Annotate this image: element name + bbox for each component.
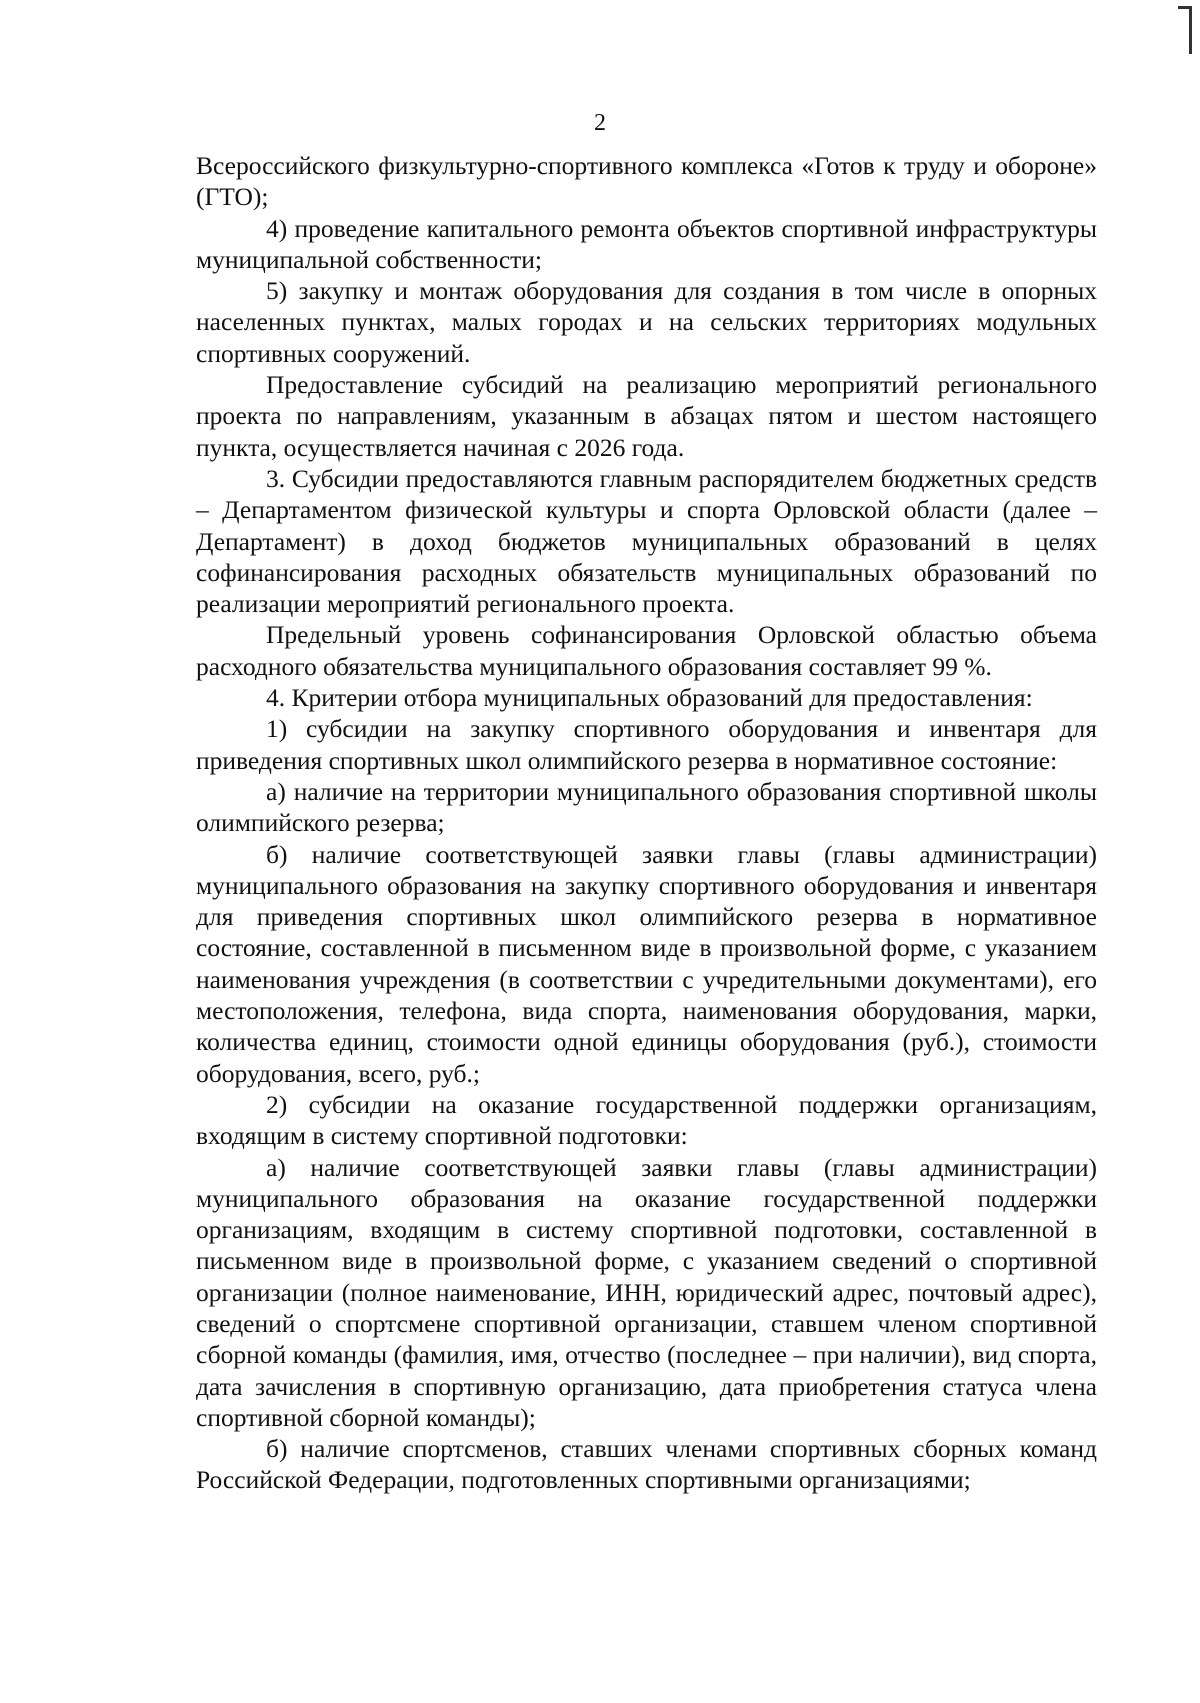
paragraph-cofinancing-level: Предельный уровень софинансирования Орловской областью объема расходного обязательства муниципального образования составляет 99 %. bbox=[196, 620, 1097, 681]
paragraph-criteria-1: 1) субсидии на закупку спортивного оборудования и инвентаря для приведения спортивных школ олимпийского резерва в нормативное состояние: bbox=[196, 714, 1097, 775]
scan-corner-mark-top bbox=[1178, 6, 1192, 9]
paragraph-clause-4: 4. Критерии отбора муниципальных образований для предоставления: bbox=[266, 683, 1033, 713]
paragraph-clause-3: 3. Субсидии предоставляются главным распорядителем бюджетных средств – Департаментом физической культуры и спорта Орловской области (далее – Департамент) в доход бюджетов муниципальных образований в целях софинансирования расходных обязательств муниципальных образований по реализации мероприятий регионального проекта. bbox=[196, 463, 1097, 619]
paragraph-item-4: 4) проведение капитального ремонта объектов спортивной инфраструктуры муниципальной собственности; bbox=[196, 213, 1097, 274]
paragraph-item-5: 5) закупку и монтаж оборудования для создания в том числе в опорных населенных пунктах, малых городах и на сельских территориях модульных спортивных сооружений. bbox=[196, 276, 1097, 368]
paragraph-criteria-2: 2) субсидии на оказание государственной поддержки организациям, входящим в систему спортивной подготовки: bbox=[196, 1089, 1097, 1151]
paragraph-subsidy-note: Предоставление субсидий на реализацию мероприятий регионального проекта по направлениям, указанным в абзацах пятом и шестом настоящего пункта, осуществляется начиная с 2026 года. bbox=[196, 370, 1097, 462]
paragraph-criteria-1a: а) наличие на территории муниципального образования спортивной школы олимпийского резерва; bbox=[196, 776, 1097, 838]
paragraph-continuation: Всероссийского физкультурно-спортивного комплекса «Готов к труду и обороне» (ГТО); bbox=[196, 151, 1097, 212]
scan-corner-mark bbox=[1189, 6, 1192, 54]
document-body bbox=[196, 150, 1097, 1496]
paragraph-criteria-1b: б) наличие соответствующей заявки главы (главы администрации) муниципального образования на закупку спортивного оборудования и инвентаря для приведения спортивных школ олимпийского резерва в нормативное состояние, составленной в письменном виде в произвольной форме, с указанием наименования учреждения (в соответствии с учредительными документами), его местоположения, телефона, вида спорта, наименования оборудования, марки, количества единиц, стоимости одной единицы оборудования (руб.), стоимости оборудования, всего, руб.; bbox=[196, 839, 1097, 1088]
paragraph-criteria-2b: б) наличие спортсменов, ставших членами спортивных сборных команд Российской Федерации, подготовленных спортивными организациями; bbox=[196, 1434, 1097, 1495]
page-number: 2 bbox=[594, 110, 606, 136]
paragraph-criteria-2a: а) наличие соответствующей заявки главы (главы администрации) муниципального образования на оказание государственной поддержки организациям, входящим в систему спортивной подготовки, составленной в письменном виде в произвольной форме, с указанием сведений о спортивной организации (полное наименование, ИНН, юридический адрес, почтовый адрес), сведений о спортсмене спортивной организации, ставшем членом спортивной сборной команды (фамилия, имя, отчество (последнее – при наличии), вид спорта, дата зачисления в спортивную организацию, дата приобретения статуса члена спортивной сборной команды); bbox=[196, 1152, 1097, 1432]
